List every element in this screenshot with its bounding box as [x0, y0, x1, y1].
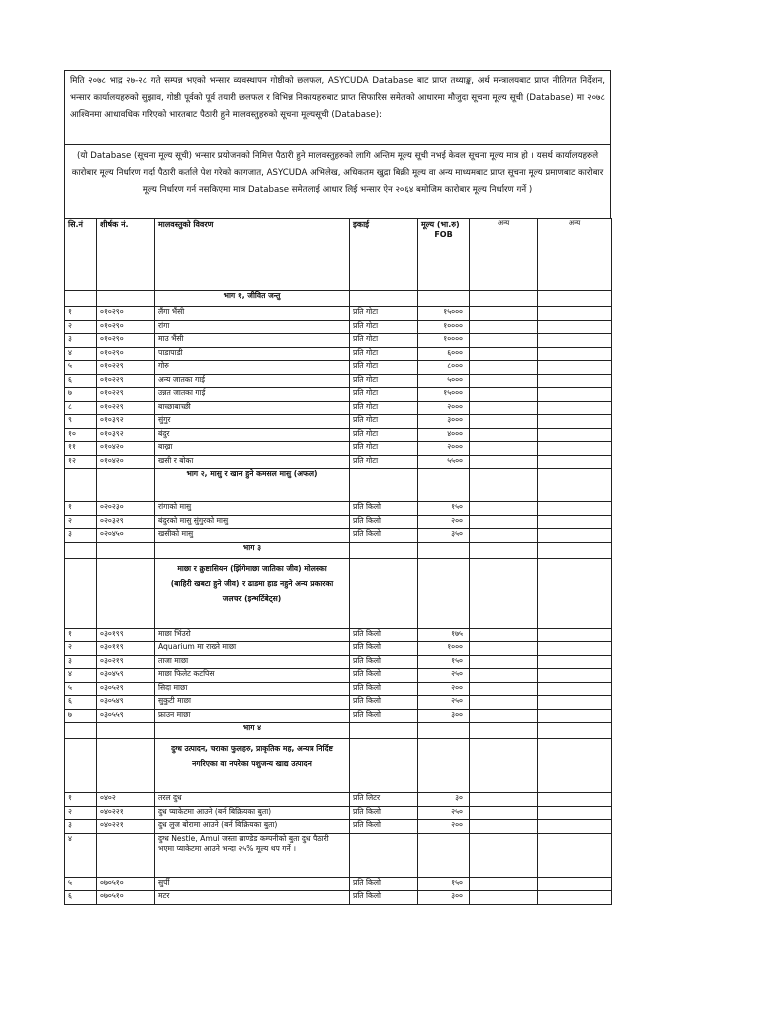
row-code: ०३०११९: [97, 642, 155, 656]
row-price: २००: [418, 682, 470, 696]
table-header-row: [65, 219, 612, 291]
section-subtitle: दुग्ध उत्पादन, चराका फुलहरु, प्राकृतिक मह, अन्यत्र निर्दिष्ट नगरिएका वा नपरेका पशुजन्य खाद्य उत्पादन: [155, 739, 350, 793]
row-code: ०१०२२९: [97, 374, 155, 388]
table-row: [65, 793, 612, 807]
header-other-1: अन्य: [470, 219, 538, 291]
section-title-row: [65, 469, 612, 502]
table-body: [65, 291, 612, 905]
row-price: ४०००: [418, 428, 470, 442]
row-other-1: [470, 793, 538, 807]
empty-cell: [470, 291, 538, 307]
header-fob: FOB: [434, 230, 453, 239]
row-other-1: [470, 502, 538, 516]
header-code: शीर्षक नं.: [97, 219, 155, 291]
row-sn: २: [65, 642, 97, 656]
row-desc: फ्राउन माछा: [155, 709, 350, 723]
section-subtitle-row: [65, 739, 612, 793]
table-row: [65, 655, 612, 669]
row-price: २०००: [418, 442, 470, 456]
table-row: [65, 833, 612, 877]
intro-paragraph: मिति २०७८ भाद्र २७-२८ गते सम्पन्न भएको भन्सार व्यवस्थापन गोष्ठीको छलफल, ASYCUDA Database बाट प्राप्त तथ्याङ्क, अर्थ मन्त्रालयबाट प्राप्त नीतिगत निर्देशन, भन्सार कार्यालयहरुको सुझाव, गोष्ठी पूर्वको पूर्व तयारी छलफल र विभिन्न निकायहरुबाट प्राप्त सिफारिस समेतको आधारमा मौजुदा सूचना मूल्य सूची (Database) मा २०७८ आश्विनमा आधावधिक गरिएको भारतबाट पैठारी हुने मालवस्तुहरुको सूचना मूल्यसूची (Database):: [64, 70, 611, 144]
row-sn: १: [65, 502, 97, 516]
row-desc: सुर्पी: [155, 877, 350, 891]
row-code: ०१०४२०: [97, 442, 155, 456]
row-code: ०१०३९२: [97, 428, 155, 442]
row-price: १५०: [418, 502, 470, 516]
row-other-2: [538, 320, 612, 334]
table-row: [65, 442, 612, 456]
row-other-2: [538, 682, 612, 696]
row-code: ०२०३२९: [97, 515, 155, 529]
row-unit: प्रति किलो: [350, 709, 418, 723]
row-unit: प्रति किलो: [350, 820, 418, 834]
row-sn: १: [65, 307, 97, 321]
empty-cell: [350, 291, 418, 307]
row-desc: खसीको मासु: [155, 529, 350, 543]
table-row: [65, 502, 612, 516]
row-sn: ४: [65, 669, 97, 683]
empty-cell: [65, 558, 97, 628]
empty-cell: [538, 469, 612, 502]
row-price: ३५०: [418, 529, 470, 543]
row-other-1: [470, 820, 538, 834]
table-row: [65, 361, 612, 375]
row-other-1: [470, 669, 538, 683]
row-desc: बंदुर: [155, 428, 350, 442]
row-code: ०१०२९०: [97, 334, 155, 348]
section-subtitle-row: [65, 558, 612, 628]
row-other-1: [470, 833, 538, 877]
row-sn: ६: [65, 374, 97, 388]
section-title: भाग २, मासु र खान हुने कमसल मासु (अफल): [155, 469, 350, 502]
row-desc: सिदा माछा: [155, 682, 350, 696]
row-sn: ५: [65, 877, 97, 891]
row-unit: प्रति गोटा: [350, 415, 418, 429]
row-unit: प्रति गोटा: [350, 347, 418, 361]
row-price: ५५००: [418, 455, 470, 469]
row-unit: प्रति गोटा: [350, 361, 418, 375]
row-desc: पाडापाडी: [155, 347, 350, 361]
empty-cell: [65, 739, 97, 793]
row-price: ३००: [418, 709, 470, 723]
row-code: ०४०२: [97, 793, 155, 807]
empty-cell: [470, 469, 538, 502]
disclaimer-note: (यो Database (सूचना मूल्य सूची) भन्सार प्रयोजनको निमित्त पैठारी हुने मालवस्तुहरुको लागि अन्तिम मूल्य सूची नभई केवल सूचना मूल्य मात्र हो । यसर्थ कार्यालयहरुले कारोबार मूल्य निर्धारण गर्दा पैठारी कर्ताले पेश गरेको कागजात, ASYCUDA अभिलेख, अधिकतम खुद्रा बिक्री मूल्य वा अन्य माध्यमबाट प्राप्त सूचना मूल्य प्रमाणबाट कारोबार मूल्य निर्धारण गर्न नसकिएमा मात्र Database समेतलाई आधार लिई भन्सार ऐन २०६४ बमोजिम कारोबार मूल्य निर्धारण गर्ने ): [64, 144, 611, 218]
row-sn: ३: [65, 820, 97, 834]
row-code: ०४०२२१: [97, 806, 155, 820]
table-row: [65, 347, 612, 361]
row-price: २५०: [418, 806, 470, 820]
row-other-2: [538, 696, 612, 710]
table-row: [65, 515, 612, 529]
empty-cell: [350, 469, 418, 502]
row-sn: ३: [65, 655, 97, 669]
row-price: ३०००: [418, 415, 470, 429]
row-price: २००: [418, 515, 470, 529]
row-sn: ५: [65, 361, 97, 375]
row-code: ०४०२२१: [97, 820, 155, 834]
row-other-2: [538, 793, 612, 807]
empty-cell: [418, 558, 470, 628]
empty-cell: [470, 558, 538, 628]
table-row: [65, 877, 612, 891]
row-other-2: [538, 455, 612, 469]
row-other-2: [538, 374, 612, 388]
row-desc: रांगा: [155, 320, 350, 334]
row-other-1: [470, 388, 538, 402]
row-desc: बंदुरको मासु सुंगुरको मासु: [155, 515, 350, 529]
row-sn: ३: [65, 529, 97, 543]
row-code: [97, 833, 155, 877]
row-other-1: [470, 442, 538, 456]
row-other-2: [538, 307, 612, 321]
row-desc: सुंगुर: [155, 415, 350, 429]
table-row: [65, 320, 612, 334]
row-other-1: [470, 655, 538, 669]
header-sn: सि.नं: [65, 219, 97, 291]
row-price: १७५: [418, 628, 470, 642]
row-unit: प्रति किलो: [350, 891, 418, 905]
row-desc: बाख्रा: [155, 442, 350, 456]
row-other-2: [538, 388, 612, 402]
row-sn: ३: [65, 334, 97, 348]
row-price: १००००: [418, 320, 470, 334]
row-sn: २: [65, 320, 97, 334]
row-sn: ९: [65, 415, 97, 429]
row-unit: प्रति किलो: [350, 529, 418, 543]
row-other-1: [470, 401, 538, 415]
empty-cell: [350, 542, 418, 558]
row-sn: २: [65, 806, 97, 820]
row-other-2: [538, 515, 612, 529]
row-other-1: [470, 806, 538, 820]
empty-cell: [97, 469, 155, 502]
row-price: १००००: [418, 334, 470, 348]
row-other-2: [538, 442, 612, 456]
row-other-2: [538, 347, 612, 361]
row-desc: ताजा माछा: [155, 655, 350, 669]
row-desc: उन्नत जातका गाई: [155, 388, 350, 402]
row-other-2: [538, 428, 612, 442]
row-other-2: [538, 401, 612, 415]
row-unit: प्रति किलो: [350, 682, 418, 696]
empty-cell: [418, 542, 470, 558]
row-code: ०१०४२०: [97, 455, 155, 469]
row-desc: माउ भैंसी: [155, 334, 350, 348]
row-sn: ६: [65, 696, 97, 710]
table-row: [65, 820, 612, 834]
row-price: ३०: [418, 793, 470, 807]
row-other-1: [470, 529, 538, 543]
empty-cell: [97, 739, 155, 793]
empty-cell: [65, 723, 97, 739]
row-sn: १२: [65, 455, 97, 469]
row-desc: मटर: [155, 891, 350, 905]
empty-cell: [538, 542, 612, 558]
table-row: [65, 334, 612, 348]
row-price: २५०: [418, 669, 470, 683]
empty-cell: [538, 723, 612, 739]
header-price: [418, 219, 470, 291]
row-sn: ७: [65, 709, 97, 723]
row-other-2: [538, 833, 612, 877]
row-code: ०२०२३०: [97, 502, 155, 516]
row-code: ०१०२९०: [97, 307, 155, 321]
row-code: ०३०४५९: [97, 669, 155, 683]
row-code: ०७०५१०: [97, 877, 155, 891]
row-sn: ५: [65, 682, 97, 696]
section-title: भाग ३: [155, 542, 350, 558]
row-price: १५०००: [418, 307, 470, 321]
row-other-2: [538, 628, 612, 642]
row-other-1: [470, 682, 538, 696]
row-code: ०१०२२९: [97, 401, 155, 415]
row-price: २५०: [418, 696, 470, 710]
row-price: ८०००: [418, 361, 470, 375]
row-other-2: [538, 806, 612, 820]
row-code: ०१०२२९: [97, 388, 155, 402]
row-unit: प्रति किलो: [350, 502, 418, 516]
row-other-1: [470, 891, 538, 905]
section-title-row: [65, 542, 612, 558]
table-row: [65, 682, 612, 696]
row-other-2: [538, 642, 612, 656]
row-sn: १०: [65, 428, 97, 442]
table-row: [65, 806, 612, 820]
row-unit: प्रति लिटर: [350, 793, 418, 807]
row-other-2: [538, 415, 612, 429]
empty-cell: [97, 542, 155, 558]
table-row: [65, 628, 612, 642]
header-desc: मालवस्तुको विवरण: [155, 219, 350, 291]
empty-cell: [538, 558, 612, 628]
table-row: [65, 401, 612, 415]
table-row: [65, 891, 612, 905]
row-desc: गोरु: [155, 361, 350, 375]
row-other-1: [470, 347, 538, 361]
table-row: [65, 669, 612, 683]
row-sn: ६: [65, 891, 97, 905]
section-subtitle: माछा र क्रुष्टासियन (झिंगेमाछा जातिका जीव) मोलस्का (बाहिरी खबटा हुने जीव) र ढाडमा हाड नहुने अन्य प्रकारका जलचर (इन्भर्टिबेट्स): [155, 558, 350, 628]
row-price: २०००: [418, 401, 470, 415]
row-other-1: [470, 709, 538, 723]
row-other-1: [470, 334, 538, 348]
row-code: ०३०५५९: [97, 709, 155, 723]
row-price: ६०००: [418, 347, 470, 361]
row-other-2: [538, 529, 612, 543]
empty-cell: [538, 291, 612, 307]
row-desc: रांगाको मासु: [155, 502, 350, 516]
row-unit: प्रति किलो: [350, 515, 418, 529]
row-other-1: [470, 628, 538, 642]
empty-cell: [97, 291, 155, 307]
table-row: [65, 374, 612, 388]
empty-cell: [418, 739, 470, 793]
row-unit: प्रति गोटा: [350, 334, 418, 348]
row-desc: बाच्छाबाच्छी: [155, 401, 350, 415]
row-code: ०३०२१९: [97, 655, 155, 669]
row-sn: ८: [65, 401, 97, 415]
table-row: [65, 709, 612, 723]
row-sn: १: [65, 628, 97, 642]
row-other-1: [470, 877, 538, 891]
empty-cell: [470, 739, 538, 793]
row-desc: दुग्ध Nestle, Amul जस्ता ब्राण्डेड कम्पनीको बुता दुध पैठारी भएमा प्याकेटमा आउने भन्दा २५% मूल्य थप गर्ने ।: [155, 833, 350, 877]
empty-cell: [97, 558, 155, 628]
row-desc: माछा फिलेट कटपिस: [155, 669, 350, 683]
row-price: १५०००: [418, 388, 470, 402]
row-unit: प्रति किलो: [350, 696, 418, 710]
empty-cell: [470, 723, 538, 739]
row-code: ०१०२९०: [97, 347, 155, 361]
row-other-1: [470, 374, 538, 388]
row-unit: प्रति किलो: [350, 642, 418, 656]
row-other-1: [470, 320, 538, 334]
row-code: ०३०५२९: [97, 682, 155, 696]
empty-cell: [350, 739, 418, 793]
section-title: भाग ४: [155, 723, 350, 739]
row-other-1: [470, 307, 538, 321]
row-price: १५०: [418, 877, 470, 891]
section-title: भाग १, जीवित जन्तु: [155, 291, 350, 307]
row-sn: २: [65, 515, 97, 529]
row-unit: [350, 833, 418, 877]
empty-cell: [65, 291, 97, 307]
row-desc: अन्य जातका गाई: [155, 374, 350, 388]
table-row: [65, 529, 612, 543]
empty-cell: [65, 542, 97, 558]
row-unit: प्रति किलो: [350, 655, 418, 669]
row-other-2: [538, 655, 612, 669]
row-unit: प्रति गोटा: [350, 442, 418, 456]
price-table: [64, 218, 612, 905]
row-other-2: [538, 820, 612, 834]
header-other-2: अन्य: [538, 219, 612, 291]
row-other-2: [538, 669, 612, 683]
row-desc: दुध प्याकेटमा आउने (बर्न बिक्रियका बुता): [155, 806, 350, 820]
row-other-2: [538, 877, 612, 891]
row-unit: प्रति गोटा: [350, 455, 418, 469]
table-row: [65, 428, 612, 442]
row-code: ०१०२२९: [97, 361, 155, 375]
row-code: ०१०३९२: [97, 415, 155, 429]
row-desc: दुध लुज बोरामा आउने (बर्न बिक्रियका बुता): [155, 820, 350, 834]
table-row: [65, 307, 612, 321]
row-code: ०२०४५०: [97, 529, 155, 543]
row-sn: १: [65, 793, 97, 807]
row-price: २००: [418, 820, 470, 834]
row-code: ०३०१९९: [97, 628, 155, 642]
row-sn: ११: [65, 442, 97, 456]
header-price-label: मूल्य (भा.रु): [421, 220, 460, 229]
row-desc: माछा भिंउरो: [155, 628, 350, 642]
document: [64, 70, 611, 905]
row-other-2: [538, 891, 612, 905]
row-price: ३००: [418, 891, 470, 905]
empty-cell: [418, 469, 470, 502]
row-price: [418, 833, 470, 877]
row-desc: लैंगा भैंसी: [155, 307, 350, 321]
section-title-row: [65, 723, 612, 739]
header-unit: इकाई: [350, 219, 418, 291]
row-unit: प्रति किलो: [350, 669, 418, 683]
table-row: [65, 455, 612, 469]
row-other-2: [538, 361, 612, 375]
row-other-2: [538, 709, 612, 723]
row-desc: सुकुटी माछा: [155, 696, 350, 710]
row-other-2: [538, 502, 612, 516]
row-other-1: [470, 642, 538, 656]
row-price: ५०००: [418, 374, 470, 388]
row-sn: ४: [65, 833, 97, 877]
empty-cell: [350, 558, 418, 628]
row-other-1: [470, 515, 538, 529]
table-row: [65, 415, 612, 429]
row-unit: प्रति गोटा: [350, 388, 418, 402]
row-unit: प्रति गोटा: [350, 401, 418, 415]
row-unit: प्रति गोटा: [350, 374, 418, 388]
row-other-1: [470, 696, 538, 710]
section-title-row: [65, 291, 612, 307]
empty-cell: [97, 723, 155, 739]
row-desc: Aquarium मा राख्ने माछा: [155, 642, 350, 656]
empty-cell: [350, 723, 418, 739]
row-other-1: [470, 455, 538, 469]
table-row: [65, 642, 612, 656]
table-row: [65, 388, 612, 402]
row-desc: खसी र बोका: [155, 455, 350, 469]
row-price: १०००: [418, 642, 470, 656]
table-row: [65, 696, 612, 710]
row-code: ०१०२९०: [97, 320, 155, 334]
empty-cell: [538, 739, 612, 793]
empty-cell: [470, 542, 538, 558]
row-unit: प्रति गोटा: [350, 307, 418, 321]
row-unit: प्रति किलो: [350, 806, 418, 820]
empty-cell: [65, 469, 97, 502]
row-desc: तरल दुध: [155, 793, 350, 807]
row-unit: प्रति गोटा: [350, 428, 418, 442]
row-other-1: [470, 361, 538, 375]
empty-cell: [418, 291, 470, 307]
row-unit: प्रति किलो: [350, 628, 418, 642]
row-price: १५०: [418, 655, 470, 669]
row-unit: प्रति गोटा: [350, 320, 418, 334]
row-sn: ४: [65, 347, 97, 361]
row-code: ०७०५१०: [97, 891, 155, 905]
row-unit: प्रति किलो: [350, 877, 418, 891]
row-sn: ७: [65, 388, 97, 402]
empty-cell: [418, 723, 470, 739]
row-other-2: [538, 334, 612, 348]
row-code: ०३०५४९: [97, 696, 155, 710]
row-other-1: [470, 415, 538, 429]
row-other-1: [470, 428, 538, 442]
